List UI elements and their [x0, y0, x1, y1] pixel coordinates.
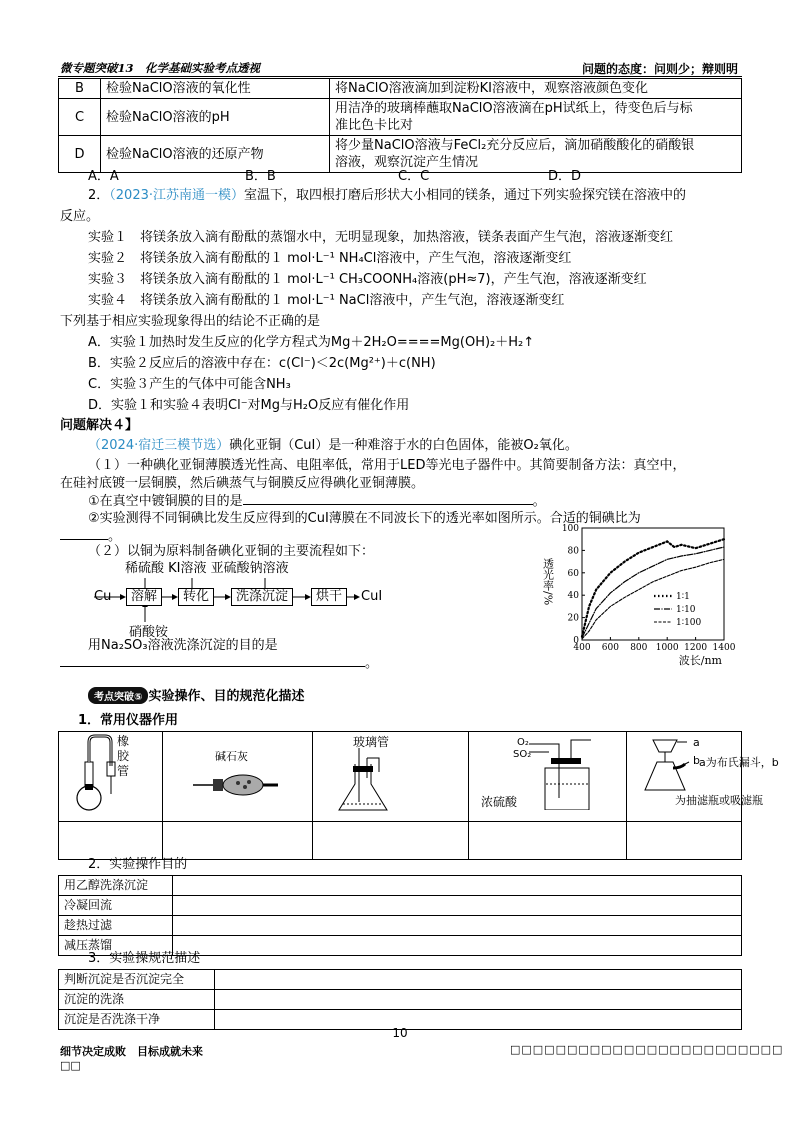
page-number: 10	[392, 1026, 408, 1040]
q2-option-c: C．实验３产生的气体中可能含NH₃	[88, 377, 291, 392]
header-left: 微专题突破13 化学基础实验考点透视	[60, 61, 261, 75]
table-row	[59, 79, 742, 99]
option-letter: C	[59, 99, 101, 136]
choice-b: B．B	[245, 169, 276, 184]
operation-line: 将少量NaClO溶液与FeCl₂充分反应后，滴加硝酸酸化的硝酸银	[335, 138, 695, 153]
label-a: a	[693, 736, 700, 749]
choice-a: A．A	[88, 169, 119, 184]
flask-rubber-tube-icon	[59, 732, 159, 816]
table-row	[59, 916, 742, 936]
y-tick-label: 100	[561, 524, 579, 534]
option-purpose: 检验NaClO溶液的还原产物	[101, 136, 330, 173]
q2-stem	[88, 187, 686, 205]
problem4-part2: （２）以铜为原料制备碘化亚铜的主要流程如下：	[88, 544, 375, 559]
answer-cell[interactable]	[469, 822, 627, 860]
operation-line: 溶液，观察沉淀产生情况	[335, 155, 479, 170]
choice-c: C．C	[398, 169, 430, 184]
y-tick-label: 20	[567, 613, 579, 624]
soda-lime-label: 碱石灰	[215, 750, 248, 763]
flow-step-convert: 转化	[178, 588, 214, 606]
x-tick-label: 1000	[655, 643, 679, 653]
options-table	[58, 78, 742, 173]
table-row	[59, 99, 742, 136]
q2-option-b: B．实验２反应后的溶液中存在：c(Cl⁻)＜2c(Mg²⁺)＋c(NH)	[88, 356, 436, 371]
answer-cell[interactable]	[163, 822, 313, 860]
subheading-instruments: 1．常用仪器作用	[78, 713, 179, 728]
flow-step-wash: 洗涤沉淀	[231, 588, 293, 606]
option-operation	[330, 136, 742, 173]
drying-tube-icon	[193, 770, 293, 800]
answer-cell[interactable]	[173, 916, 742, 936]
purpose-label: 冷凝回流	[59, 896, 173, 916]
option-purpose: 检验NaClO溶液的pH	[101, 99, 330, 136]
problem4-q1	[88, 493, 546, 511]
answer-cell[interactable]	[173, 896, 742, 916]
buchner-note: a为布氏漏斗，b	[699, 756, 779, 769]
instrument-cell	[163, 732, 313, 822]
y-tick-label: 60	[567, 568, 579, 579]
instrument-cell	[627, 732, 779, 822]
q2-end: 。	[108, 529, 122, 544]
purpose-label: 趁热过滤	[59, 916, 173, 936]
subheading-purpose: 2．实验操作目的	[88, 857, 188, 872]
answer-cell[interactable]	[173, 876, 742, 896]
header-rule	[58, 76, 742, 77]
q2-source: （2023·江苏南通一模）	[109, 188, 244, 203]
series-line	[582, 539, 724, 636]
purpose-table	[58, 875, 742, 956]
answer-cell[interactable]	[313, 822, 469, 860]
experiment-3: 实验３ 将镁条放入滴有酚酞的１ mol·L⁻¹ CH₃COONH₄溶液(pH≈7)，产生气泡，溶液逐渐变红	[88, 272, 647, 287]
subheading-description: 3．实验操规范描述	[88, 951, 201, 966]
experiment-2: 实验２ 将镁条放入滴有酚酞的１ mol·L⁻¹ NH₄Cl溶液中，产生气泡，溶液逐渐变红	[88, 251, 572, 266]
q2-stem-text: 室温下，取四根打磨后形状大小相同的镁条，通过下列实验探究镁在溶液中的	[244, 188, 687, 203]
y-tick-label: 80	[567, 546, 579, 557]
instruments-table	[58, 731, 779, 860]
q2-stem-cont: 反应。	[60, 209, 100, 224]
so2-label: SO₂	[513, 749, 532, 760]
problem4-q3: 用Na₂SO₃溶液洗涤沉淀的目的是	[88, 638, 278, 653]
problem4-title: 问题解决４】	[60, 418, 139, 433]
purpose-label: 用乙醇洗涤沉淀	[59, 876, 173, 896]
series-line	[582, 547, 724, 638]
section5-heading	[88, 685, 304, 704]
q1-end: 。	[532, 494, 546, 509]
problem4-intro-text: 碘化亚铜（CuI）是一种难溶于水的白色固体，能被O₂氧化。	[229, 438, 578, 453]
answer-blank[interactable]	[60, 666, 365, 667]
option-purpose: 检验NaClO溶液的氧化性	[101, 79, 330, 99]
problem4-q2: ②实验测得不同铜碘比发生反应得到的CuI薄膜在不同波长下的透光率如图所示。合适的铜碘比为	[88, 511, 641, 526]
answer-cell[interactable]	[215, 970, 742, 990]
flow-top-reagents: 稀硫酸 KI溶液 亚硫酸钠溶液	[125, 561, 289, 576]
conc-sulfuric-acid-label: 浓硫酸	[481, 795, 518, 809]
answer-blank[interactable]	[243, 504, 533, 505]
table-row	[59, 896, 742, 916]
footer-left-glyphs: □□	[60, 1059, 81, 1072]
answer-cell[interactable]	[627, 822, 742, 860]
table-row	[59, 970, 742, 990]
experiment-1: 实验１ 将镁条放入滴有酚酞的蒸馏水中，无明显现象，加热溶液，镁条表面产生气泡，溶液逐渐变红	[88, 230, 674, 245]
section-title: 实验操作、目的规范化描述	[148, 689, 305, 704]
legend-label: 1∶10	[676, 605, 696, 615]
gas-washing-bottle-icon	[529, 738, 619, 810]
flow-step-dry: 烘干	[311, 588, 347, 606]
option-operation: 将NaClO溶液滴加到淀粉KI溶液中，观察溶液颜色变化	[330, 79, 742, 99]
description-label: 沉淀是否洗涤干净	[59, 1010, 215, 1030]
option-operation	[330, 99, 742, 136]
footer-right-glyphs: □□□□□□□□□□□□□□□□□□□□□□□□	[510, 1043, 784, 1056]
description-table	[58, 969, 742, 1030]
q1-text: ①在真空中镀铜膜的目的是	[88, 494, 243, 509]
problem4-part1: （１）一种碘化亚铜薄膜透光性高、电阻率低，常用于LED等光电子器件中。其简要制备方法：真空中，	[88, 458, 686, 473]
x-tick-label: 1200	[684, 643, 708, 653]
description-label: 沉淀的洗涤	[59, 990, 215, 1010]
q2-number: 2．	[88, 188, 110, 203]
problem4-intro	[88, 437, 578, 455]
flow-start: Cu	[94, 589, 112, 604]
instrument-cell	[59, 732, 163, 822]
x-axis-label: 波长/nm	[678, 654, 722, 667]
footer-slogan: 细节决定成败 目标成就未来	[60, 1045, 203, 1058]
y-tick-label: 0	[573, 636, 579, 646]
table-row	[59, 822, 742, 860]
y-tick-label: 40	[567, 591, 579, 602]
problem4-q3-blank	[60, 655, 378, 673]
x-tick-label: 400	[573, 643, 591, 653]
q2-ask: 下列基于相应实验现象得出的结论不正确的是	[60, 314, 321, 329]
q3-end: 。	[365, 656, 379, 671]
flow-bottom-reagent: 硝酸铵	[129, 625, 169, 640]
x-tick-label: 800	[630, 643, 648, 653]
y-axis-label: 透光率/%	[541, 558, 555, 606]
table-row	[59, 732, 742, 822]
table-row	[59, 990, 742, 1010]
option-letter: B	[59, 79, 101, 99]
instrument-cell	[469, 732, 627, 822]
transmittance-chart	[528, 520, 742, 670]
operation-line: 用洁净的玻璃棒蘸取NaClO溶液滴在pH试纸上，待变色后与标	[335, 101, 693, 116]
label-b: b	[693, 754, 700, 767]
experiment-4: 实验４ 将镁条放入滴有酚酞的１ mol·L⁻¹ NaCl溶液中，产生气泡，溶液逐渐变红	[88, 293, 565, 308]
glass-tube-label: 玻璃管	[353, 735, 390, 749]
option-letter: D	[59, 136, 101, 173]
answer-cell[interactable]	[215, 990, 742, 1010]
x-tick-label: 600	[601, 643, 619, 653]
filter-flask-note: 为抽滤瓶或吸滤瓶	[675, 794, 763, 807]
answer-cell[interactable]	[59, 822, 163, 860]
legend-label: 1∶1	[676, 592, 690, 602]
header-right: 问题的态度：问则少；辩则明	[581, 62, 738, 76]
purpose-label: 减压蒸馏	[59, 936, 173, 956]
problem4-source: （2024·宿迁三模节选）	[88, 438, 230, 453]
choice-d: D．D	[548, 169, 582, 184]
problem4-part1-cont: 在硅衬底镀一层铜膜，然后碘蒸气与铜膜反应得碘化亚铜薄膜。	[60, 476, 425, 491]
q2-option-a: A．实验１加热时发生反应的化学方程式为Mg＋2H₂O====Mg(OH)₂＋H₂↑	[88, 335, 535, 350]
buchner-filter-icon	[641, 738, 701, 794]
legend-label: 1∶100	[676, 618, 702, 628]
section-badge: 考点突破⑤	[88, 687, 148, 704]
instrument-cell	[313, 732, 469, 822]
table-row	[59, 876, 742, 896]
o2-label: O₂	[517, 737, 529, 748]
plot-frame	[582, 528, 724, 640]
series-line	[582, 559, 724, 639]
flow-step-dissolve: 溶解	[126, 588, 162, 606]
operation-line: 准比色卡比对	[335, 118, 414, 133]
flow-end: CuI	[361, 589, 383, 604]
rubber-tube-label: 橡胶管	[117, 734, 130, 778]
description-label: 判断沉淀是否沉淀完全	[59, 970, 215, 990]
answer-cell[interactable]	[173, 936, 742, 956]
answer-blank[interactable]	[60, 539, 108, 540]
x-tick-label: 1400	[712, 643, 736, 653]
flask-glass-tube-icon	[333, 744, 423, 816]
q2-option-d: D．实验１和实验４表明Cl⁻对Mg与H₂O反应有催化作用	[88, 398, 410, 413]
